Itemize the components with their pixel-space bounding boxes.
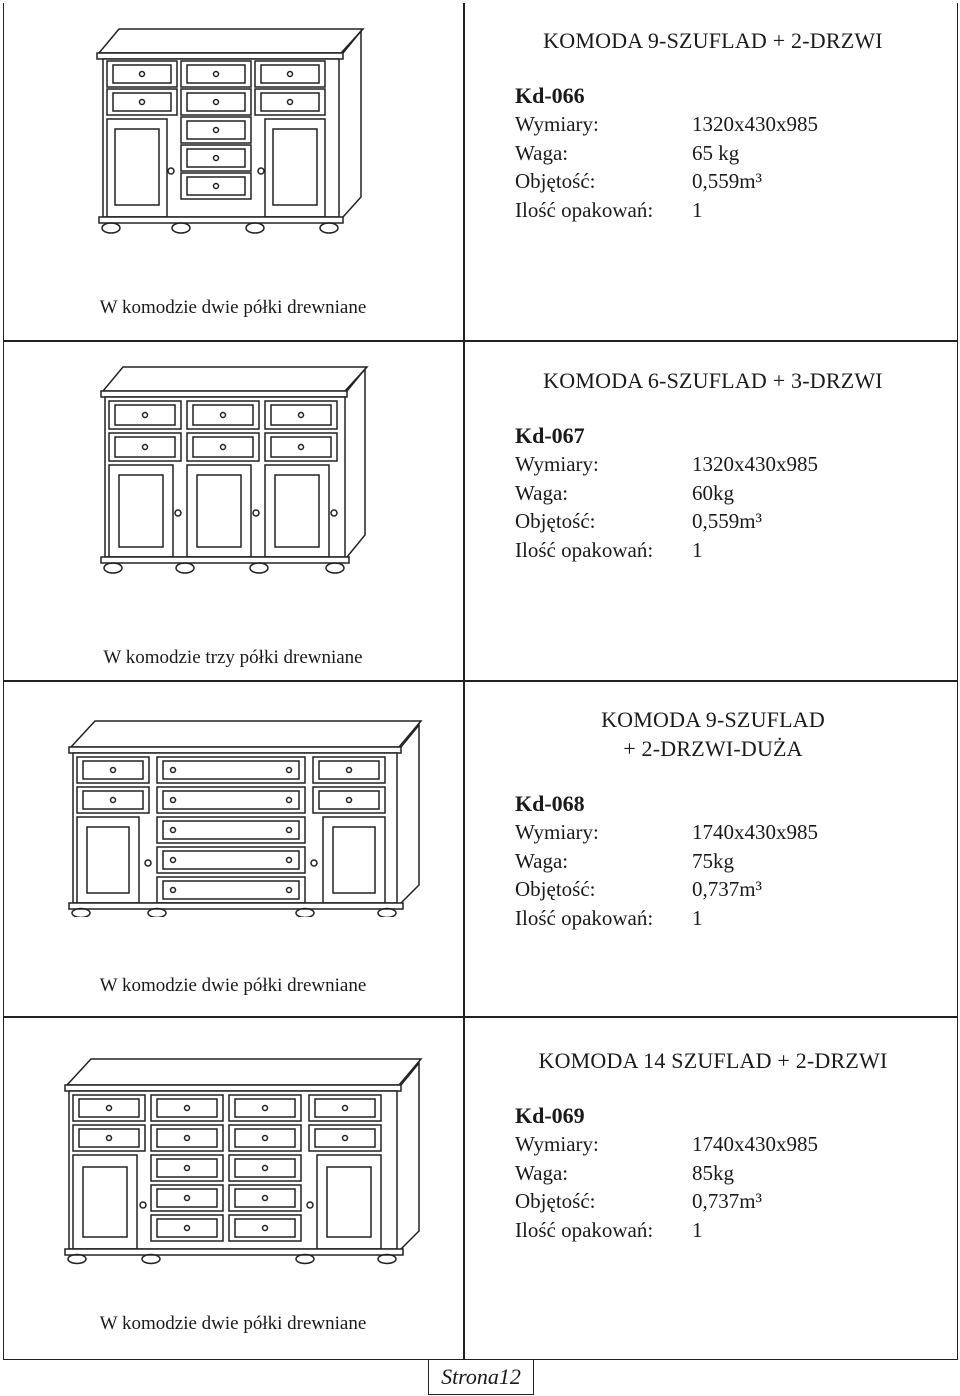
spec-label: Wymiary: — [515, 820, 599, 844]
spec-value: 1 — [692, 197, 703, 222]
dresser-illustration-kd-068 — [65, 717, 425, 917]
product-code: Kd-068 — [515, 791, 585, 816]
spec-value: 0,559m³ — [692, 169, 762, 193]
spec-value: 0,737m³ — [692, 1189, 762, 1213]
spec-value: 1 — [692, 905, 703, 930]
spec-value: 60kg — [692, 480, 734, 505]
spec-label: Ilość opakowań: — [515, 905, 654, 930]
spec-label: Ilość opakowań: — [515, 197, 654, 222]
spec-label: Ilość opakowań: — [515, 537, 654, 562]
product-kd-067 — [3, 341, 957, 680]
product-code: Kd-069 — [515, 1103, 585, 1128]
product-code: Kd-067 — [515, 423, 585, 448]
spec-value: 1 — [692, 1217, 703, 1242]
dresser-illustration-kd-067 — [93, 363, 369, 575]
page-number: Strona12 — [428, 1360, 534, 1395]
spec-list — [515, 818, 818, 932]
spec-row-dimensions — [515, 110, 818, 139]
spec-label: Ilość opakowań: — [515, 1217, 654, 1242]
spec-row-dimensions — [515, 1130, 818, 1159]
spec-row-volume — [515, 167, 818, 196]
spec-list — [515, 450, 818, 564]
spec-label: Objętość: — [515, 509, 596, 533]
spec-row-volume — [515, 507, 818, 536]
shelf-note: W komodzie dwie półki drewniane — [99, 297, 367, 318]
spec-value: 1740x430x985 — [692, 820, 818, 844]
spec-value: 1 — [692, 537, 703, 562]
spec-label: Objętość: — [515, 169, 596, 193]
spec-label: Waga: — [515, 848, 569, 873]
shelf-note: W komodzie dwie półki drewniane — [99, 1313, 367, 1334]
spec-label: Objętość: — [515, 877, 596, 901]
spec-value: 85kg — [692, 1160, 734, 1185]
spec-row-dimensions — [515, 818, 818, 847]
spec-row-weight — [515, 847, 818, 876]
product-kd-066 — [3, 3, 957, 340]
spec-label: Objętość: — [515, 1189, 596, 1213]
product-kd-068 — [3, 681, 957, 1016]
product-title: KOMODA 9-SZUFLAD + 2-DRZWI — [543, 28, 883, 53]
product-code: Kd-066 — [515, 83, 585, 108]
spec-row-packages — [515, 196, 818, 225]
product-title: KOMODA 9-SZUFLAD + 2-DRZWI-DUŻA — [601, 707, 825, 761]
spec-value: 1740x430x985 — [692, 1132, 818, 1156]
dresser-illustration-kd-066 — [89, 25, 365, 235]
shelf-note: W komodzie dwie półki drewniane — [99, 975, 367, 996]
spec-row-dimensions — [515, 450, 818, 479]
spec-label: Wymiary: — [515, 452, 599, 476]
spec-row-packages — [515, 1216, 818, 1245]
shelf-note: W komodzie trzy półki drewniane — [103, 647, 363, 668]
spec-label: Wymiary: — [515, 112, 599, 136]
spec-row-volume — [515, 1187, 818, 1216]
spec-label: Waga: — [515, 480, 569, 505]
spec-label: Wymiary: — [515, 1132, 599, 1156]
spec-list — [515, 110, 818, 224]
spec-list — [515, 1130, 818, 1244]
spec-value: 1320x430x985 — [692, 112, 818, 136]
spec-row-volume — [515, 875, 818, 904]
spec-row-packages — [515, 536, 818, 565]
product-title: KOMODA 14 SZUFLAD + 2-DRZWI — [538, 1048, 888, 1073]
spec-value: 75kg — [692, 848, 734, 873]
spec-row-weight — [515, 139, 818, 168]
product-title: KOMODA 6-SZUFLAD + 3-DRZWI — [543, 368, 883, 393]
spec-label: Waga: — [515, 140, 569, 165]
spec-row-weight — [515, 1159, 818, 1188]
spec-value: 65 kg — [692, 140, 740, 165]
dresser-illustration-kd-069 — [61, 1055, 425, 1265]
spec-row-weight — [515, 479, 818, 508]
spec-row-packages — [515, 904, 818, 933]
spec-label: Waga: — [515, 1160, 569, 1185]
spec-value: 0,737m³ — [692, 877, 762, 901]
spec-value: 0,559m³ — [692, 509, 762, 533]
spec-value: 1320x430x985 — [692, 452, 818, 476]
product-kd-069 — [3, 1017, 957, 1359]
